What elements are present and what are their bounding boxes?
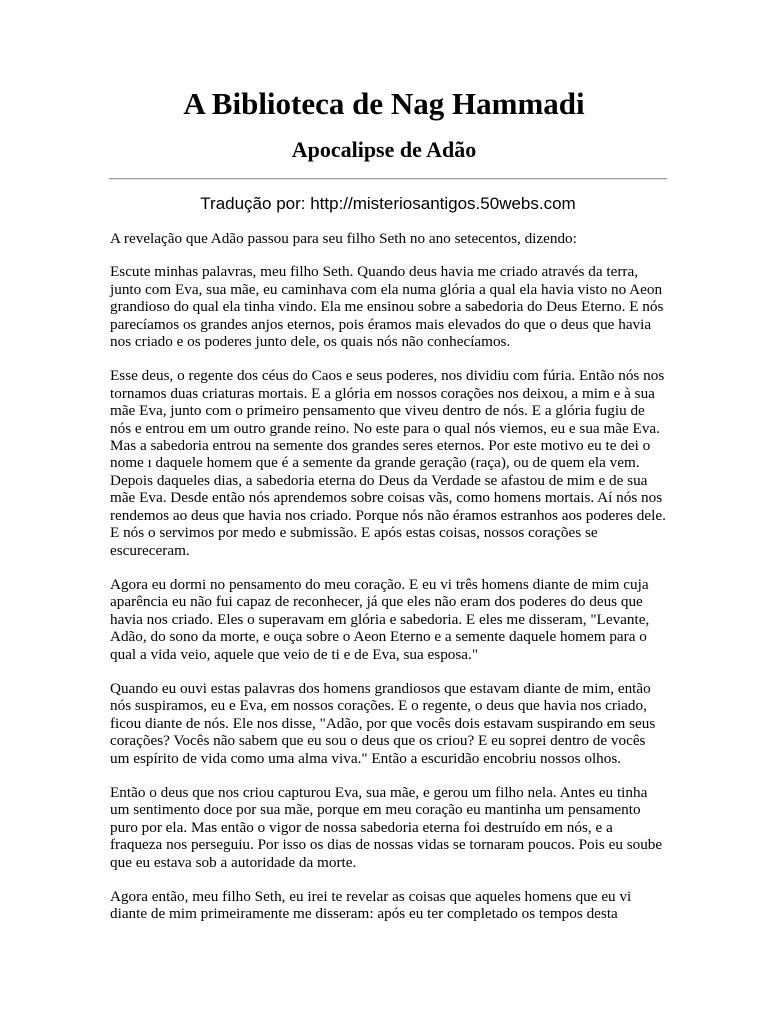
document-title: A Biblioteca de Nag Hammadi [183, 86, 585, 121]
paragraph: Escute minhas palavras, meu filho Seth. Quando deus havia me criado através da terra, junto com Eva, sua mãe, eu caminhava com ela numa glória a qual ela havia visto no Aeon grandioso do qual ela tinha vindo. Ela me ensinou sobre a sabedoria do Deus Eterno. E nós parecíamos os grandes anjos eternos, pois éramos mais elevados do que o deus que havia nos criado e os poderes junto dele, os quais nós não conhecíamos. [110, 263, 664, 351]
translation-credit: Tradução por: http://misteriosantigos.50webs.com [200, 194, 576, 213]
horizontal-rule [109, 178, 667, 180]
paragraph: Esse deus, o regente dos céus do Caos e seus poderes, nos dividiu com fúria. Então nós nos tornamos duas criaturas mortais. E a glória em nossos corações nos deixou, a mim e à sua mãe Eva, junto com o primeiro pensamento que viveu dentro de nós. E a glória fugiu de nós e entrou em um outro grande reino. No este para o qual nós viemos, eu e sua mãe Eva. Mas a sabedoria entrou na semente dos grandes seres eternos. Por este motivo eu te dei o nome ı daquele homem que é a semente da grande geração (raça), ou de quem ela vem. Depois daqueles dias, a sabedoria eterna do Deus da Verdade se afastou de mim e de sua mãe Eva. Desde então nós aprendemos sobre coisas vãs, como homens mortais. Aí nós nos rendemos ao deus que havia nos criado. Porque nós não éramos estranhos aos poderes dele. E nós o servimos por medo e submissão. E após estas coisas, nossos corações se escureceram. [110, 367, 666, 559]
paragraph: Agora então, meu filho Seth, eu irei te revelar as coisas que aqueles homens que eu vi diante de mim primeiramente me disseram: após eu ter completado os tempos desta [110, 888, 632, 923]
paragraph: Então o deus que nos criou capturou Eva, sua mãe, e gerou um filho nela. Antes eu tinha um sentimento doce por sua mãe, porque em meu coração eu mantinha um pensamento puro por ela. Mas então o vigor de nossa sabedoria eterna foi destruído em nós, e a fraqueza nos perseguiu. Por isso os dias de nossas vidas se tornaram poucos. Pois eu soube que eu estava sob a autoridade da morte. [110, 783, 663, 871]
document-body [110, 230, 668, 940]
paragraph: Agora eu dormi no pensamento do meu coração. E eu vi três homens diante de mim cuja aparência eu não fui capaz de reconhecer, já que eles não eram dos poderes do deus que havia nos criado. Eles o superavam em glória e sabedoria. E eles me disseram, "Levante, Adão, do sono da morte, e ouça sobre o Aeon Eterno e a semente daquele homem para o qual a vida veio, aquele que veio de ti e de Eva, sua esposa." [110, 575, 650, 663]
paragraph-intro: A revelação que Adão passou para seu filho Seth no ano setecentos, dizendo: [110, 230, 577, 247]
document-subtitle: Apocalipse de Adão [291, 137, 477, 162]
paragraph: Quando eu ouvi estas palavras dos homens grandiosos que estavam diante de mim, então nós suspiramos, eu e Eva, em nossos corações. E o regente, o deus que havia nos criado, ficou diante de nós. Ele nos disse, "Adão, por que vocês dois estavam suspirando em seus corações? Vocês não sabem que eu sou o deus que os criou? E eu soprei dentro de vocês um espírito de vida como uma alma viva." Então a escuridão encobriu nossos olhos. [110, 679, 656, 767]
